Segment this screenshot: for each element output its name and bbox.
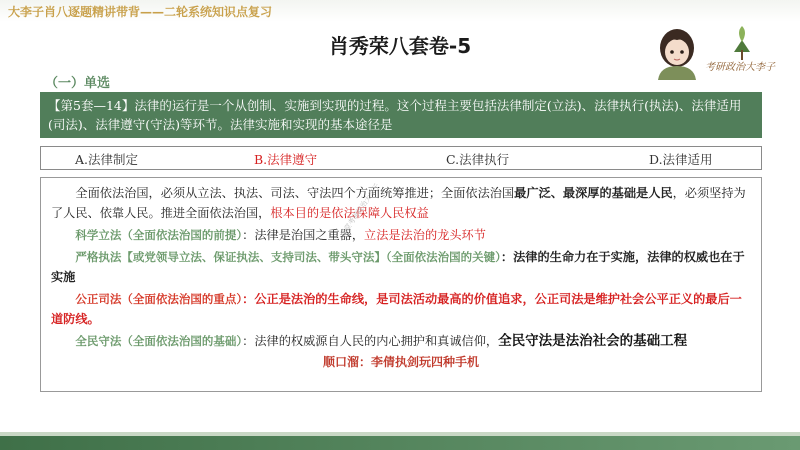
question-stem — [40, 92, 762, 138]
explanation-item-4 — [51, 331, 751, 351]
item1-text: ：法律是治国之重器， — [242, 228, 365, 242]
item3-label: 公正司法（全面依法治国的重点） — [75, 292, 243, 306]
page-title: 肖秀荣八套卷-5 — [328, 34, 472, 58]
option-c[interactable]: C.法律执行 — [446, 152, 510, 167]
avatar — [648, 22, 706, 80]
option-d[interactable]: D.法律适用 — [649, 152, 713, 167]
intro-text-2: ，必须坚持为了人民、依靠人民。推进全面依法治国， — [51, 186, 746, 220]
explanation-panel — [40, 177, 762, 392]
explanation-item-3 — [51, 289, 751, 329]
question-text: 【第5套—14】法律的运行是一个从创制、实施到实现的过程。这个过程主要包括法律制定(立法)、法律执行(执法)、法律适用(司法)、法律遵守(守法)等环节。法律实施和实现的基本途径是 — [48, 98, 742, 132]
brand-text: 考研政治大李子 — [705, 62, 775, 73]
explanation-item-2 — [51, 247, 751, 287]
explanation-item-1 — [51, 225, 751, 245]
item1-red: 立法是法治的龙头环节 — [364, 228, 486, 242]
option-b[interactable]: B.法律遵守 — [254, 152, 318, 167]
intro-text-1: 全面依法治国，必须从立法、执法、司法、守法四个方面统筹推进；全面依法治国 — [75, 186, 515, 200]
item4-bold: 全民守法是法治社会的基础工程 — [498, 333, 688, 349]
item3-text: ：公正是法治的生命线，是司法活动最高的价值追求，公正司法是维护社会公平正义的最后一道防线。 — [51, 292, 742, 326]
explanation-intro — [51, 183, 751, 223]
mnemonic: 顺口溜：李倩执剑玩四种手机 — [322, 355, 479, 369]
footer-bar — [0, 436, 800, 450]
item4-label: 全民守法（全面依法治国的基础） — [75, 334, 243, 348]
intro-bold: 最广泛、最深厚的基础是人民 — [514, 186, 673, 200]
section-heading: （一）单选 — [45, 76, 111, 91]
course-title: 大李子肖八逐题精讲带背——二轮系统知识点复习 — [8, 5, 273, 19]
watermark: 课堂考研政治大李子 — [338, 181, 382, 239]
item2-label: 严格执法【或党领导立法、保证执法、支持司法、带头守法】（全面依法治国的关键） — [75, 250, 501, 264]
item4-text: ：法律的权威源自人民的内心拥护和真诚信仰， — [242, 334, 499, 348]
intro-red: 根本目的是依法保障人民权益 — [270, 206, 429, 220]
options-row — [40, 146, 762, 170]
option-a[interactable]: A.法律制定 — [75, 152, 139, 167]
item2-text: ：法律的生命力在于实施，法律的权威也在于实施 — [51, 250, 745, 284]
item1-label: 科学立法（全面依法治国的前提） — [75, 228, 243, 242]
